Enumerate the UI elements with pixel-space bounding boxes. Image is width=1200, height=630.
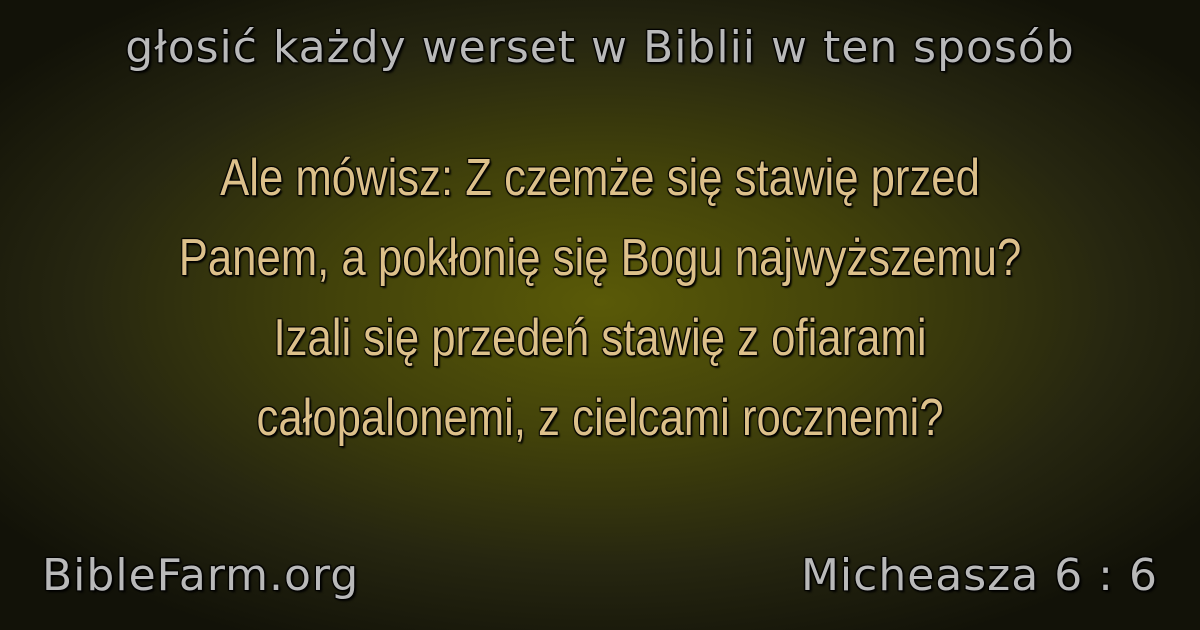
verse-reference: Micheasza 6 : 6 — [800, 550, 1158, 601]
verse-line: Izali się przedeń stawię z ofiarami — [273, 309, 927, 367]
site-name: BibleFarm.org — [42, 550, 360, 601]
verse-line: Panem, a pokłonię się Bogu najwyższemu? — [178, 229, 1022, 287]
verse-text — [146, 138, 1053, 458]
verse-line: Ale mówisz: Z czemże się stawię przed — [220, 149, 980, 207]
verse-line: całopalonemi, z cielcami rocznemi? — [256, 389, 944, 447]
tagline: głosić każdy werset w Biblii w ten sposób — [125, 22, 1075, 73]
